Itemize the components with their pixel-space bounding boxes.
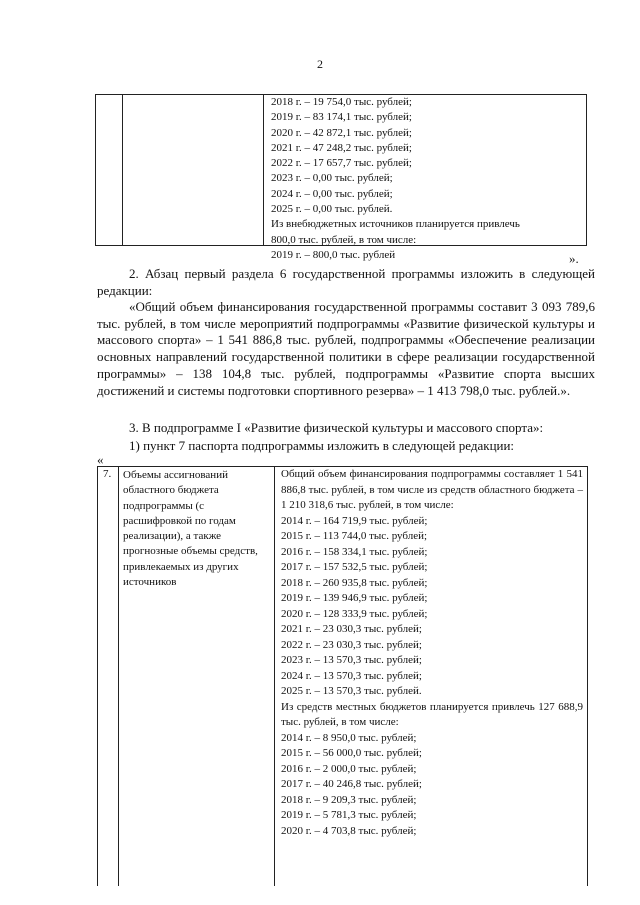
funding-line: 2020 г. – 42 872,1 тыс. рублей; — [271, 126, 412, 139]
local-funding-line: 2015 г. – 56 000,0 тыс. рублей; — [281, 747, 422, 759]
row-number: 7. — [103, 468, 112, 480]
paragraph-subprogram-1: 3. В подпрограмме I «Развитие физической культуры и массового спорта»: — [129, 420, 544, 435]
funding-line: 2022 г. – 23 030,3 тыс. рублей; — [281, 638, 422, 651]
table-divider — [263, 95, 264, 245]
funding-line: 2025 г. – 13 570,3 тыс. рублей. — [281, 685, 422, 697]
funding-line: 2021 г. – 47 248,2 тыс. рублей; — [271, 141, 412, 154]
local-funding-line: 2014 г. – 8 950,0 тыс. рублей; — [281, 731, 417, 744]
paragraph-item-7: 1) пункт 7 паспорта подпрограммы изложить в следующей редакции: — [129, 438, 515, 453]
funding-line: 2019 г. – 800,0 тыс. рублей — [271, 248, 396, 261]
funding-line: 2023 г. – 0,00 тыс. рублей; — [271, 172, 393, 185]
subprogram-passport-table — [97, 466, 588, 886]
funding-table-continuation — [95, 94, 587, 261]
row-content — [281, 467, 583, 839]
funding-line: 2024 г. – 13 570,3 тыс. рублей; — [281, 669, 422, 682]
table-divider — [118, 467, 119, 886]
local-funding-line: 2020 г. – 4 703,8 тыс. рублей; — [281, 824, 417, 837]
local-funding-line: 2017 г. – 40 246,8 тыс. рублей; — [281, 778, 422, 790]
funding-line: 2018 г. – 260 935,8 тыс. рублей; — [281, 576, 428, 589]
funding-summary: Общий объем финансирования подпрограммы составляет 1 541 886,8 тыс. рублей, в том числе из средств областного бюджета – 1 210 318,6 тыс. рублей, в том числе: — [281, 468, 583, 511]
funding-line: 2015 г. – 113 744,0 тыс. рублей; — [281, 530, 428, 542]
opening-quote: « — [97, 452, 104, 467]
funding-line: 800,0 тыс. рублей, в том числе: — [271, 233, 417, 246]
funding-line: 2023 г. – 13 570,3 тыс. рублей; — [281, 654, 422, 666]
funding-line: Из внебюджетных источников планируется привлечь — [271, 218, 520, 231]
funding-line: 2019 г. – 139 946,9 тыс. рублей; — [281, 592, 428, 604]
paragraph-total-funding: «Общий объем финансирования государственной программы составит 3 093 789,6 тыс. рублей, в том числе мероприятий подпрограммы «Развитие физической культуры и массового спорта» – 1 541 886,8 тыс. рублей, подпрограммы «Обеспечение реализации основных направлений государственной политики в сфере реализации государственной программы» – 138 104,8 тыс. рублей, подпрограммы «Развитие спорта высших достижений и системы подготовки спортивного резерва» – 1 413 798,0 тыс. рублей.». — [97, 299, 595, 398]
paragraph-section-6: 2. Абзац первый раздела 6 государственной программы изложить в следующей редакции: — [97, 266, 595, 298]
funding-line: 2014 г. – 164 719,9 тыс. рублей; — [281, 514, 428, 527]
funding-line: 2018 г. – 19 754,0 тыс. рублей; — [271, 96, 412, 108]
funding-line: 2016 г. – 158 334,1 тыс. рублей; — [281, 545, 428, 558]
funding-line: 2021 г. – 23 030,3 тыс. рублей; — [281, 623, 422, 635]
funding-line: 2022 г. – 17 657,7 тыс. рублей; — [271, 157, 412, 170]
local-funding-line: 2018 г. – 9 209,3 тыс. рублей; — [281, 793, 417, 806]
local-funding-line: 2016 г. – 2 000,0 тыс. рублей; — [281, 762, 417, 775]
funding-line: 2019 г. – 83 174,1 тыс. рублей; — [271, 111, 412, 124]
funding-line: 2025 г. – 0,00 тыс. рублей. — [271, 203, 393, 216]
table-divider — [122, 95, 123, 245]
funding-line: 2020 г. – 128 333,9 тыс. рублей; — [281, 607, 428, 620]
local-funding-summary: Из средств местных бюджетов планируется привлечь 127 688,9 тыс. рублей, в том числе: — [281, 700, 583, 728]
closing-quote: ». — [569, 251, 579, 266]
funding-line: 2024 г. – 0,00 тыс. рублей; — [271, 187, 393, 200]
row-label: Объемы ассигнований областного бюджета подпрограммы (с расшифровкой по годам реализации), а также прогнозные объемы средств, привлекаемых из других источников — [123, 469, 258, 589]
local-funding-line: 2019 г. – 5 781,3 тыс. рублей; — [281, 809, 417, 821]
page-number: 2 — [317, 57, 323, 71]
table-divider — [274, 467, 275, 886]
funding-years-cell — [271, 95, 581, 263]
funding-line: 2017 г. – 157 532,5 тыс. рублей; — [281, 561, 428, 573]
